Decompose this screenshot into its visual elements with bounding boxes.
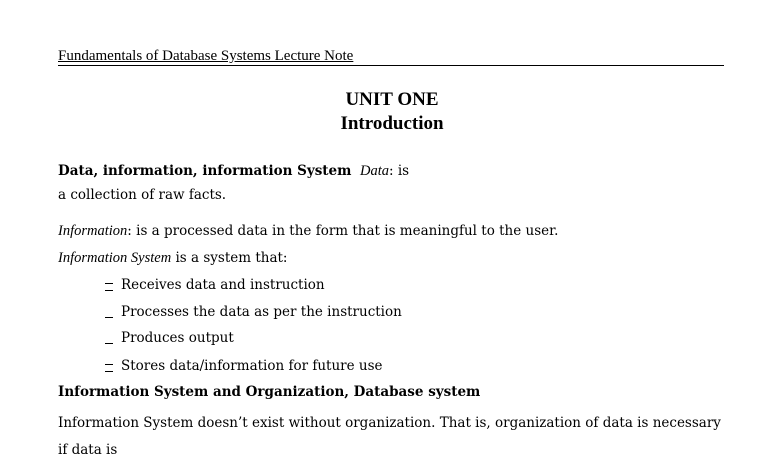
section1-heading: Data, information, information System [58, 163, 352, 179]
list-item: Processes the data as per the instruction [105, 303, 402, 321]
section2-paragraph: Information System doesn’t exist without organization. That is, organization of data is necessary if data is [58, 415, 721, 458]
section2-heading-line [58, 383, 480, 401]
information-system-term: Information System [58, 250, 172, 266]
section1-heading-line [58, 162, 409, 180]
information-system-definition: is a system that: [171, 250, 288, 266]
data-definition: a collection of raw facts. [58, 187, 227, 203]
data-def-start: : is [389, 163, 410, 179]
information-definition-line [58, 222, 558, 240]
information-system-definition-line [58, 249, 287, 267]
section2-heading: Information System and Organization, Database system [58, 384, 481, 400]
bullet-icon [105, 281, 114, 291]
unit-title: UNIT ONE [345, 89, 439, 110]
running-header: Fundamentals of Database Systems Lecture Note [58, 48, 354, 64]
list-item: Produces output [105, 329, 234, 347]
bullet-icon [105, 308, 114, 318]
list-item: Stores data/information for future use [105, 357, 383, 375]
information-term: Information [58, 223, 128, 239]
data-term: Data [360, 163, 390, 179]
header-rule [58, 65, 724, 66]
bullet-icon [105, 362, 114, 372]
list-item: Receives data and instruction [105, 276, 325, 294]
information-definition: : is a processed data in the form that is meaningful to the user. [127, 223, 559, 239]
chapter-title: Introduction [340, 113, 444, 134]
bullet-icon [105, 334, 114, 344]
